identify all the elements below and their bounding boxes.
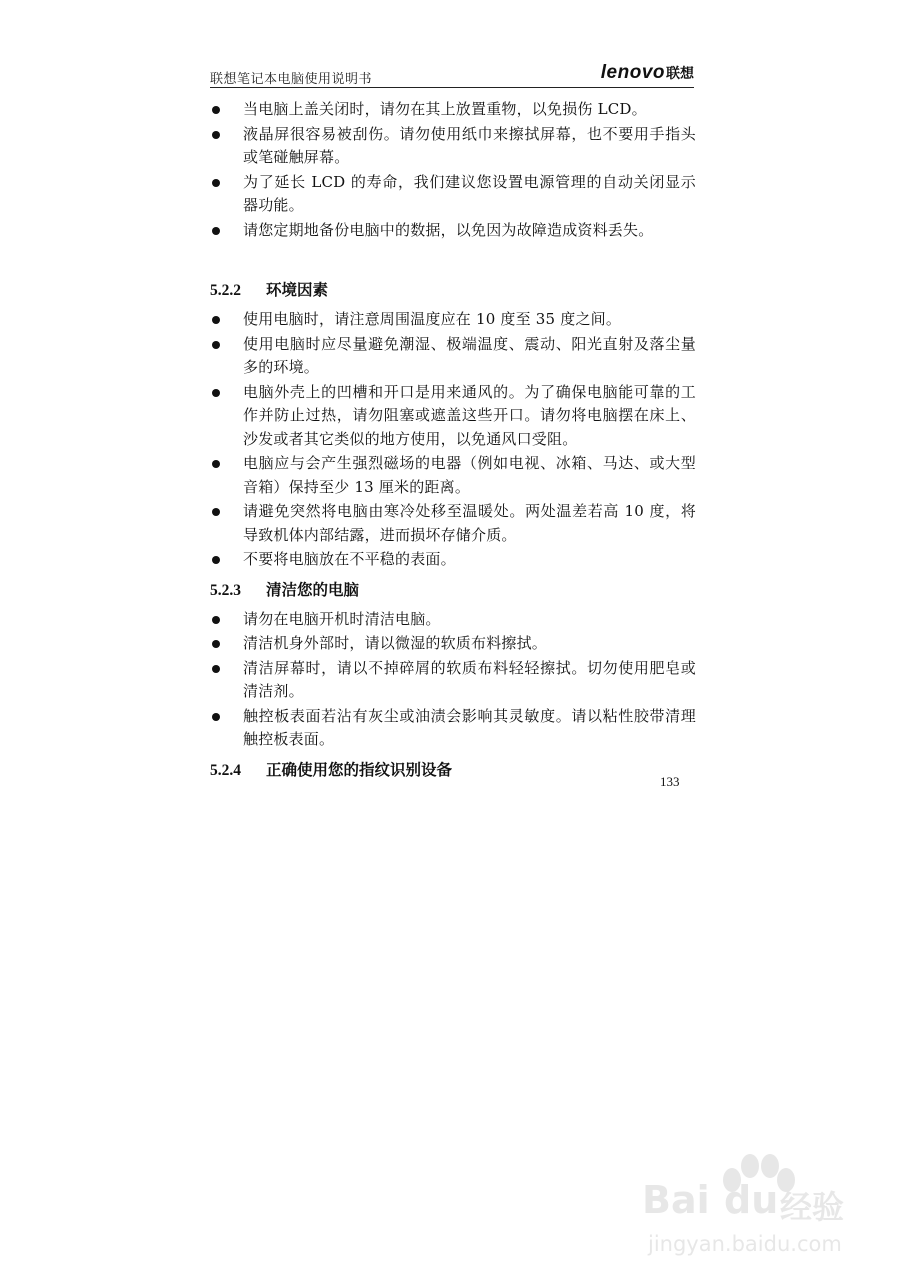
section-title: 清洁您的电脑 [266, 580, 360, 599]
section-number: 5.2.4 [210, 761, 241, 779]
section-title: 正确使用您的指纹识别设备 [266, 760, 453, 779]
list-item-text: 触控板表面若沾有灰尘或油渍会影响其灵敏度。请以粘性胶带清理触控板表面。 [243, 706, 696, 748]
list-item-text: 请避免突然将电脑由寒冷处移至温暖处。两处温差若高 10 度，将导致机体内部结露，进而损坏存储介质。 [243, 502, 696, 544]
list-item-text: 电脑外壳上的凹槽和开口是用来通风的。为了确保电脑能可靠的工作并防止过热，请勿阻塞或遮盖这些开口。请勿将电脑摆在床上、沙发或者其它类似的地方使用，以免通风口受阻。 [243, 382, 696, 448]
section-heading-cleaning [210, 578, 696, 602]
list-item-text: 当电脑上盖关闭时，请勿在其上放置重物，以免损伤 LCD。 [243, 100, 647, 118]
watermark-url: jingyan.baidu.com [648, 1232, 842, 1256]
bullet-icon [212, 316, 220, 324]
cleaning-bullet-list [210, 608, 696, 752]
bullet-icon [212, 556, 220, 564]
list-item [210, 171, 696, 218]
bullet-icon [212, 131, 220, 139]
bullet-icon [212, 460, 220, 468]
environment-bullet-list [210, 308, 696, 572]
watermark-brand-a: Bai [642, 1178, 710, 1222]
list-item [210, 608, 696, 632]
watermark-brand-cn: 经验 [780, 1188, 845, 1226]
section-heading-environment [210, 278, 696, 302]
lenovo-logo [601, 62, 694, 84]
bullet-icon [212, 341, 220, 349]
logo-text-en: lenovo [600, 62, 665, 83]
list-item-text: 为了延长 LCD 的寿命，我们建议您设置电源管理的自动关闭显示器功能。 [243, 172, 696, 214]
list-item-text: 清洁机身外部时，请以微湿的软质布料擦拭。 [243, 634, 548, 652]
page-body [210, 98, 696, 782]
list-item-text: 清洁屏幕时，请以不掉碎屑的软质布料轻轻擦拭。切勿使用肥皂或清洁剂。 [243, 658, 696, 700]
list-item-text: 使用电脑时，请注意周围温度应在 10 度至 35 度之间。 [243, 310, 622, 328]
list-item [210, 657, 696, 704]
list-item-text: 电脑应与会产生强烈磁场的电器（例如电视、冰箱、马达、或大型音箱）保持至少 13 厘米的距离。 [243, 454, 696, 496]
bullet-icon [212, 616, 220, 624]
list-item [210, 219, 696, 243]
bullet-icon [212, 508, 220, 516]
section-number: 5.2.2 [210, 282, 241, 299]
bullet-icon [212, 665, 220, 673]
list-item-text: 液晶屏很容易被刮伤。请勿使用纸巾来擦拭屏幕，也不要用手指头或笔碰触屏幕。 [243, 124, 696, 166]
bullet-icon [212, 227, 220, 235]
section-number: 5.2.3 [210, 581, 241, 599]
list-item [210, 632, 696, 656]
section-title: 环境因素 [266, 281, 329, 299]
header-divider [210, 87, 694, 88]
list-item-text: 请勿在电脑开机时清洁电脑。 [243, 609, 441, 628]
section-heading-fingerprint [210, 758, 696, 782]
list-item [210, 98, 696, 122]
list-item [210, 500, 696, 547]
list-item [210, 381, 696, 452]
page-number: 133 [660, 774, 680, 789]
bullet-icon [212, 640, 220, 648]
bullet-icon [212, 179, 220, 187]
list-item-text: 不要将电脑放在不平稳的表面。 [243, 550, 456, 568]
watermark-brand-b: du [724, 1178, 779, 1222]
bullet-icon [212, 713, 220, 721]
list-item-text: 请您定期地备份电脑中的数据，以免因为故障造成资料丢失。 [243, 220, 654, 239]
page-header [210, 64, 694, 88]
list-item [210, 705, 696, 752]
list-item-text: 使用电脑时应尽量避免潮湿、极端温度、震动、阳光直射及落尘量多的环境。 [243, 334, 696, 376]
manual-title: 联想笔记本电脑使用说明书 [210, 72, 373, 87]
list-item [210, 123, 696, 170]
list-item [210, 452, 696, 499]
baidu-jingyan-watermark [640, 1140, 880, 1270]
list-item [210, 308, 696, 332]
bullet-icon [212, 106, 220, 114]
bullet-icon [212, 389, 220, 397]
logo-text-cn: 联想 [666, 66, 694, 82]
list-item [210, 333, 696, 380]
list-item [210, 548, 696, 572]
intro-bullet-list [210, 98, 696, 242]
